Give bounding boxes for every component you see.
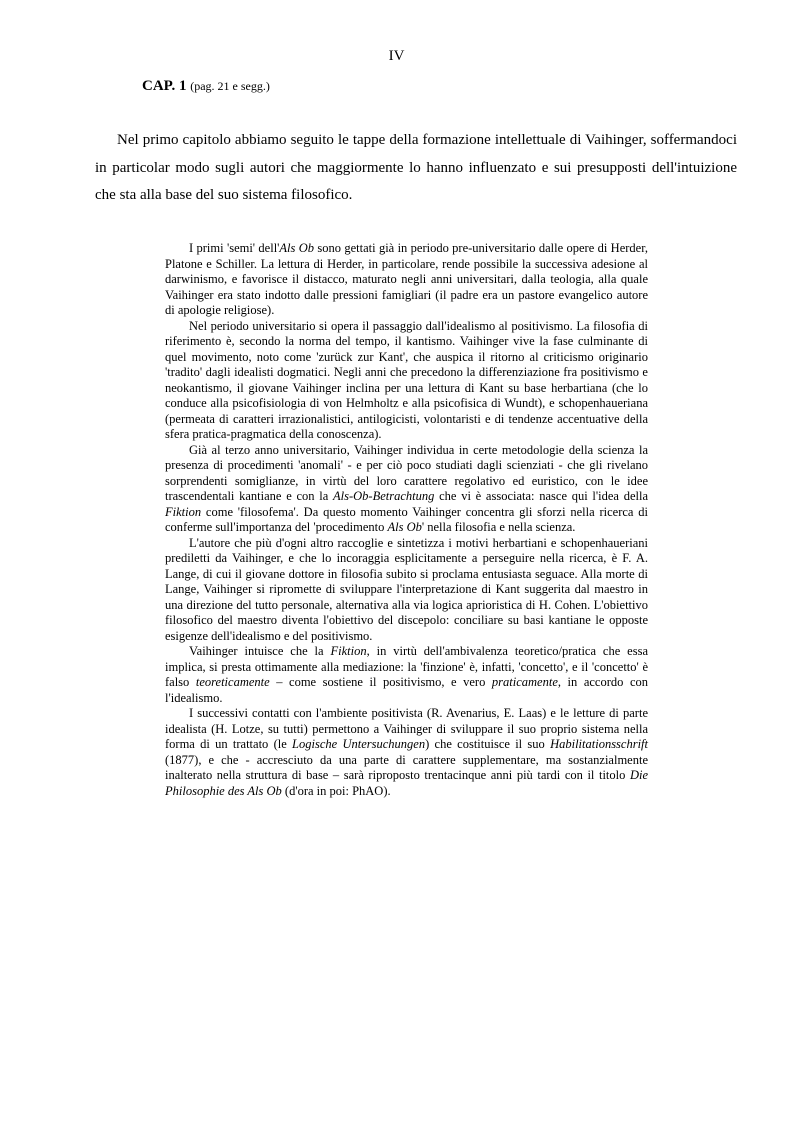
chapter-summary bbox=[165, 241, 648, 799]
summary-paragraph-2: Nel periodo universitario si opera il passaggio dall'idealismo al positivismo. La filosofia di riferimento è, secondo la norma del tempo, il kantismo. Vaihinger vive la fase culminante di quel movimento, noto come 'zurück zur Kant', che auspica il ritorno al criticismo originario 'tradito' dagli idealisti dogmatici. Negli anni che precedono la differenziazione fra positivismo e neokantismo, il giovane Vaihinger inclina per una lettura di Kant su base herbartiana (che lo conduce alla psicofisiologia di von Helmholtz e alla psicofisica di Wundt), e schopenhaueriana (permeata di caratteri irrazionalistici, antilogicisti, volontaristi e di tendenze accentuative della sfera pratica-pragmatica della conoscenza). bbox=[165, 318, 648, 441]
summary-paragraph-1: I primi 'semi' dell'Als Ob sono gettati già in periodo pre-universitario dalle opere di Herder, Platone e Schiller. La lettura di Herder, in particolare, rende possibile la successiva adesione al darwinismo, e favorisce il distacco, maturato negli anni universitari, dalla teologia, alla quale Vaihinger era stato indotto dalle pressioni famigliari (il padre era un pastore evangelico autore di apologie religiose). bbox=[165, 241, 648, 317]
summary-paragraph-5: Vaihinger intuisce che la Fiktion, in virtù dell'ambivalenza teoretico/pratica che essa implica, si presta ottimamente alla mediazione: la 'finzione' è, infatti, 'concetto', e il 'concetto' è falso teoreticamente – come sostiene il positivismo, e vero praticamente, in accordo con l'idealismo. bbox=[165, 644, 648, 705]
chapter-page-reference: (pag. 21 e segg.) bbox=[190, 79, 270, 93]
chapter-label: CAP. 1 bbox=[142, 78, 187, 94]
page-number: IV bbox=[388, 48, 405, 64]
chapter-heading bbox=[142, 78, 270, 95]
intro-paragraph: Nel primo capitolo abbiamo seguito le tappe della formazione intellettuale di Vaihinger, soffermandoci in particolar modo sugli autori che maggiormente lo hanno influenzato e sui presupposti dell'intuizione che sta alla base del suo sistema filosofico. bbox=[95, 132, 737, 203]
summary-paragraph-3: Già al terzo anno universitario, Vaihinger individua in certe metodologie della scienza la presenza di procedimenti 'anomali' - e per ciò poco studiati dagli scienziati - che gli rivelano sorprendenti somiglianze, in virtù del loro carattere regolativo ed euristico, con le idee trascendentali kantiane e con la Als-Ob-Betrachtung che vi è associata: nasce qui l'idea della Fiktion come 'filosofema'. Da questo momento Vaihinger concentra gli sforzi nella ricerca di conferme sull'importanza del 'procedimento Als Ob' nella filosofia e nella scienza. bbox=[165, 442, 648, 534]
summary-paragraph-6: I successivi contatti con l'ambiente positivista (R. Avenarius, E. Laas) e le letture di parte idealista (H. Lotze, su tutti) permettono a Vaihinger di sviluppare il suo proprio sistema nella forma di un trattato (le Logische Untersuchungen) che costituisce il suo Habilitationsschrift (1877), e che - accresciuto da una parte di carattere supplementare, ma sostanzialmente inalterato nella struttura di base – sarà riproposto trentacinque anni più tardi con il titolo Die Philosophie des Als Ob (d'ora in poi: PhAO). bbox=[165, 706, 649, 798]
summary-paragraph-4: L'autore che più d'ogni altro raccoglie e sintetizza i motivi herbartiani e schopenhaueriani prediletti da Vaihinger, e che lo incoraggia esplicitamente a perseguire nella ricerca, è F. A. Lange, di cui il giovane dottore in filosofia subito si proclama entusiasta seguace. Alla morte di Lange, Vaihinger si ripromette di sviluppare l'interpretazione di Kant suggerita dal maestro in una direzione del tutto personale, alternativa alla via logica aprioristica di H. Cohen. L'obiettivo filosofico del maestro diventa l'obiettivo del discepolo: conciliare su basi kantiane le opposte esigenze dell'idealismo e del positivismo. bbox=[165, 535, 648, 643]
